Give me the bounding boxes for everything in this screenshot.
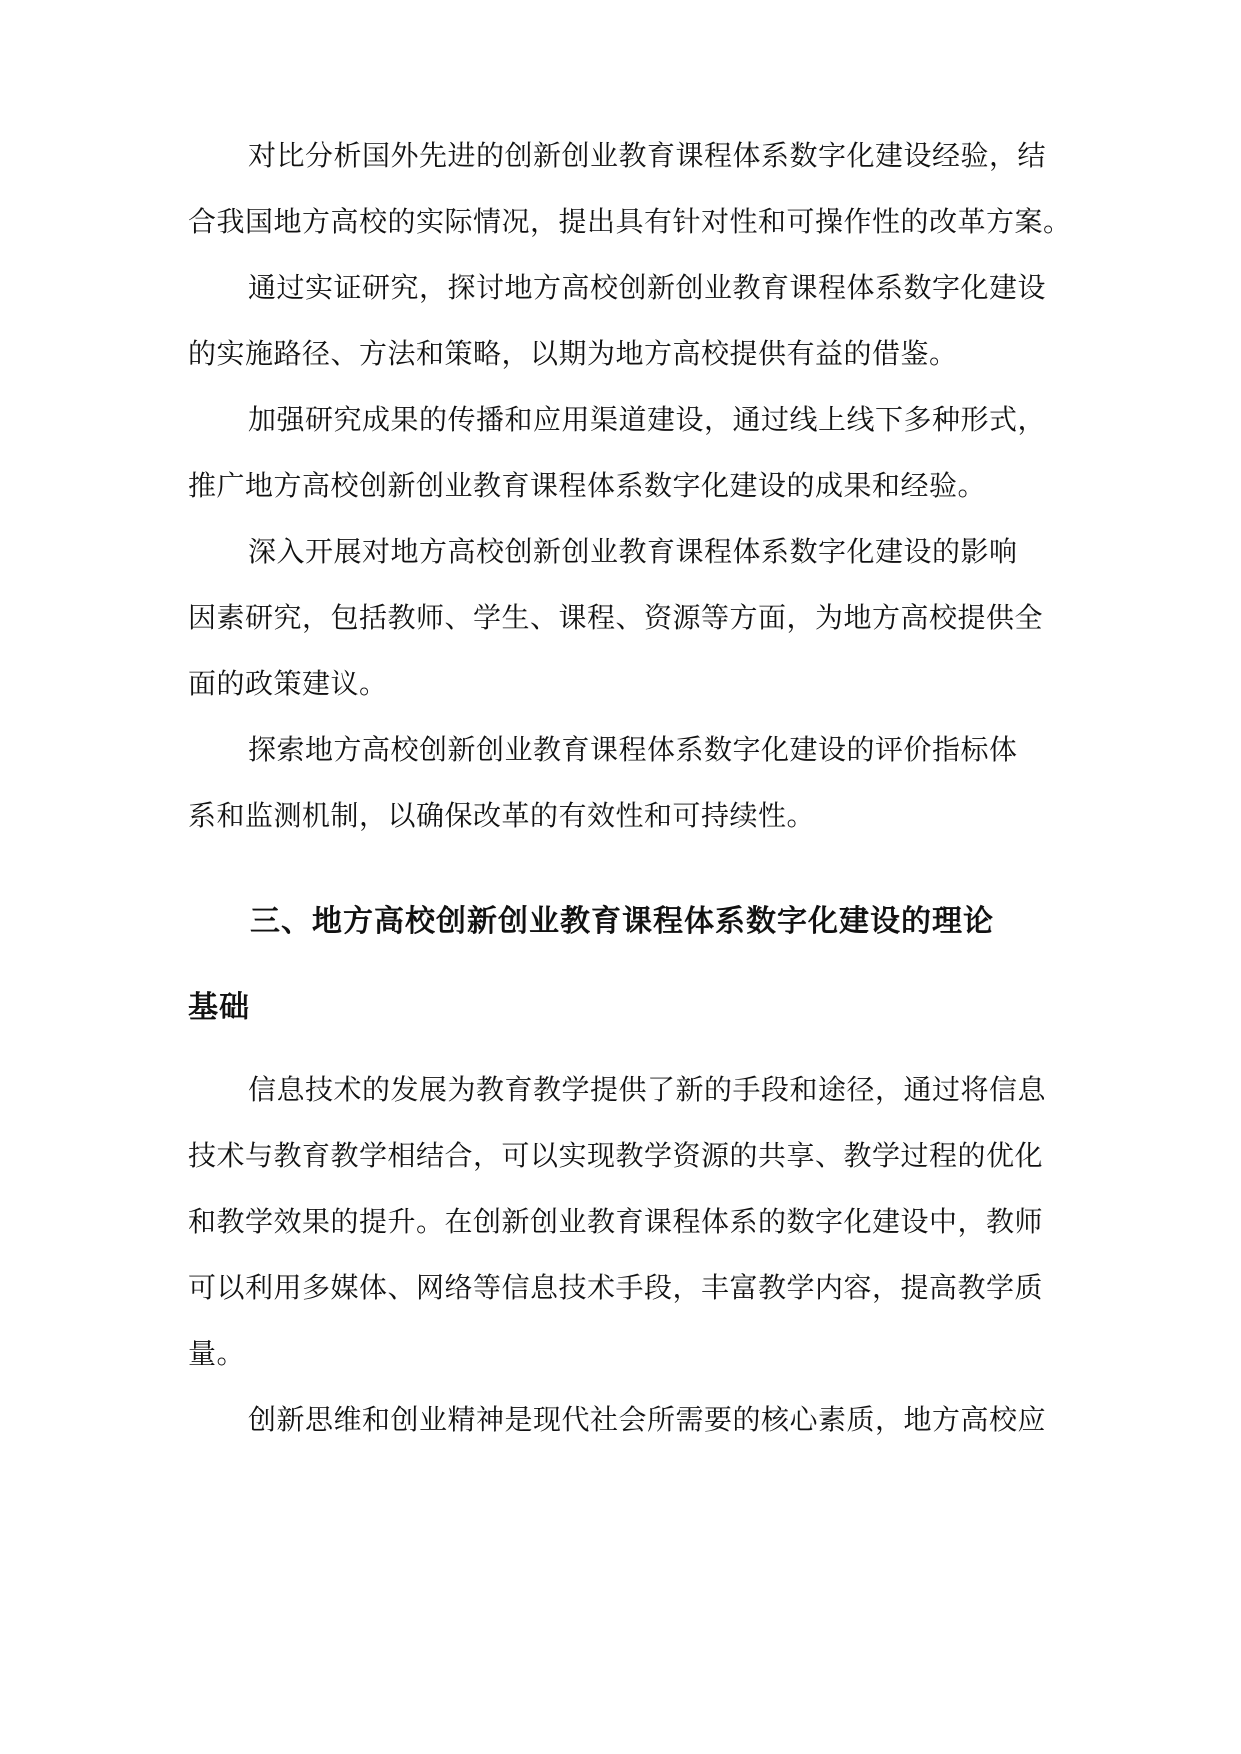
heading-line: 三、地方高校创新创业教育课程体系数字化建设的理论 [250, 904, 994, 939]
text-line: 因素研究，包括教师、学生、课程、资源等方面，为地方高校提供全 [188, 601, 1044, 634]
text-line: 信息技术的发展为教育教学提供了新的手段和途径，通过将信息 [248, 1073, 1047, 1106]
text-line: 探索地方高校创新创业教育课程体系数字化建设的评价指标体 [248, 733, 1018, 766]
text-line: 技术与教育教学相结合，可以实现教学资源的共享、教学过程的优化 [188, 1139, 1044, 1172]
text-line: 和教学效果的提升。在创新创业教育课程体系的数字化建设中，教师 [188, 1205, 1044, 1238]
text-line: 深入开展对地方高校创新创业教育课程体系数字化建设的影响 [248, 535, 1018, 568]
heading-line: 基础 [188, 990, 250, 1025]
text-line: 推广地方高校创新创业教育课程体系数字化建设的成果和经验。 [188, 469, 987, 502]
text-line: 面的政策建议。 [188, 667, 388, 700]
text-line: 对比分析国外先进的创新创业教育课程体系数字化建设经验，结 [248, 139, 1047, 172]
text-line: 合我国地方高校的实际情况，提出具有针对性和可操作性的改革方案。 [188, 205, 1072, 238]
text-line: 系和监测机制，以确保改革的有效性和可持续性。 [188, 799, 816, 832]
text-line: 通过实证研究，探讨地方高校创新创业教育课程体系数字化建设 [248, 271, 1047, 304]
text-line: 量。 [188, 1337, 246, 1370]
text-line: 加强研究成果的传播和应用渠道建设，通过线上线下多种形式， [248, 403, 1047, 436]
text-line: 创新思维和创业精神是现代社会所需要的核心素质，地方高校应 [248, 1403, 1047, 1436]
text-line: 的实施路径、方法和策略，以期为地方高校提供有益的借鉴。 [188, 337, 958, 370]
text-line: 可以利用多媒体、网络等信息技术手段，丰富教学内容，提高教学质 [188, 1271, 1044, 1304]
